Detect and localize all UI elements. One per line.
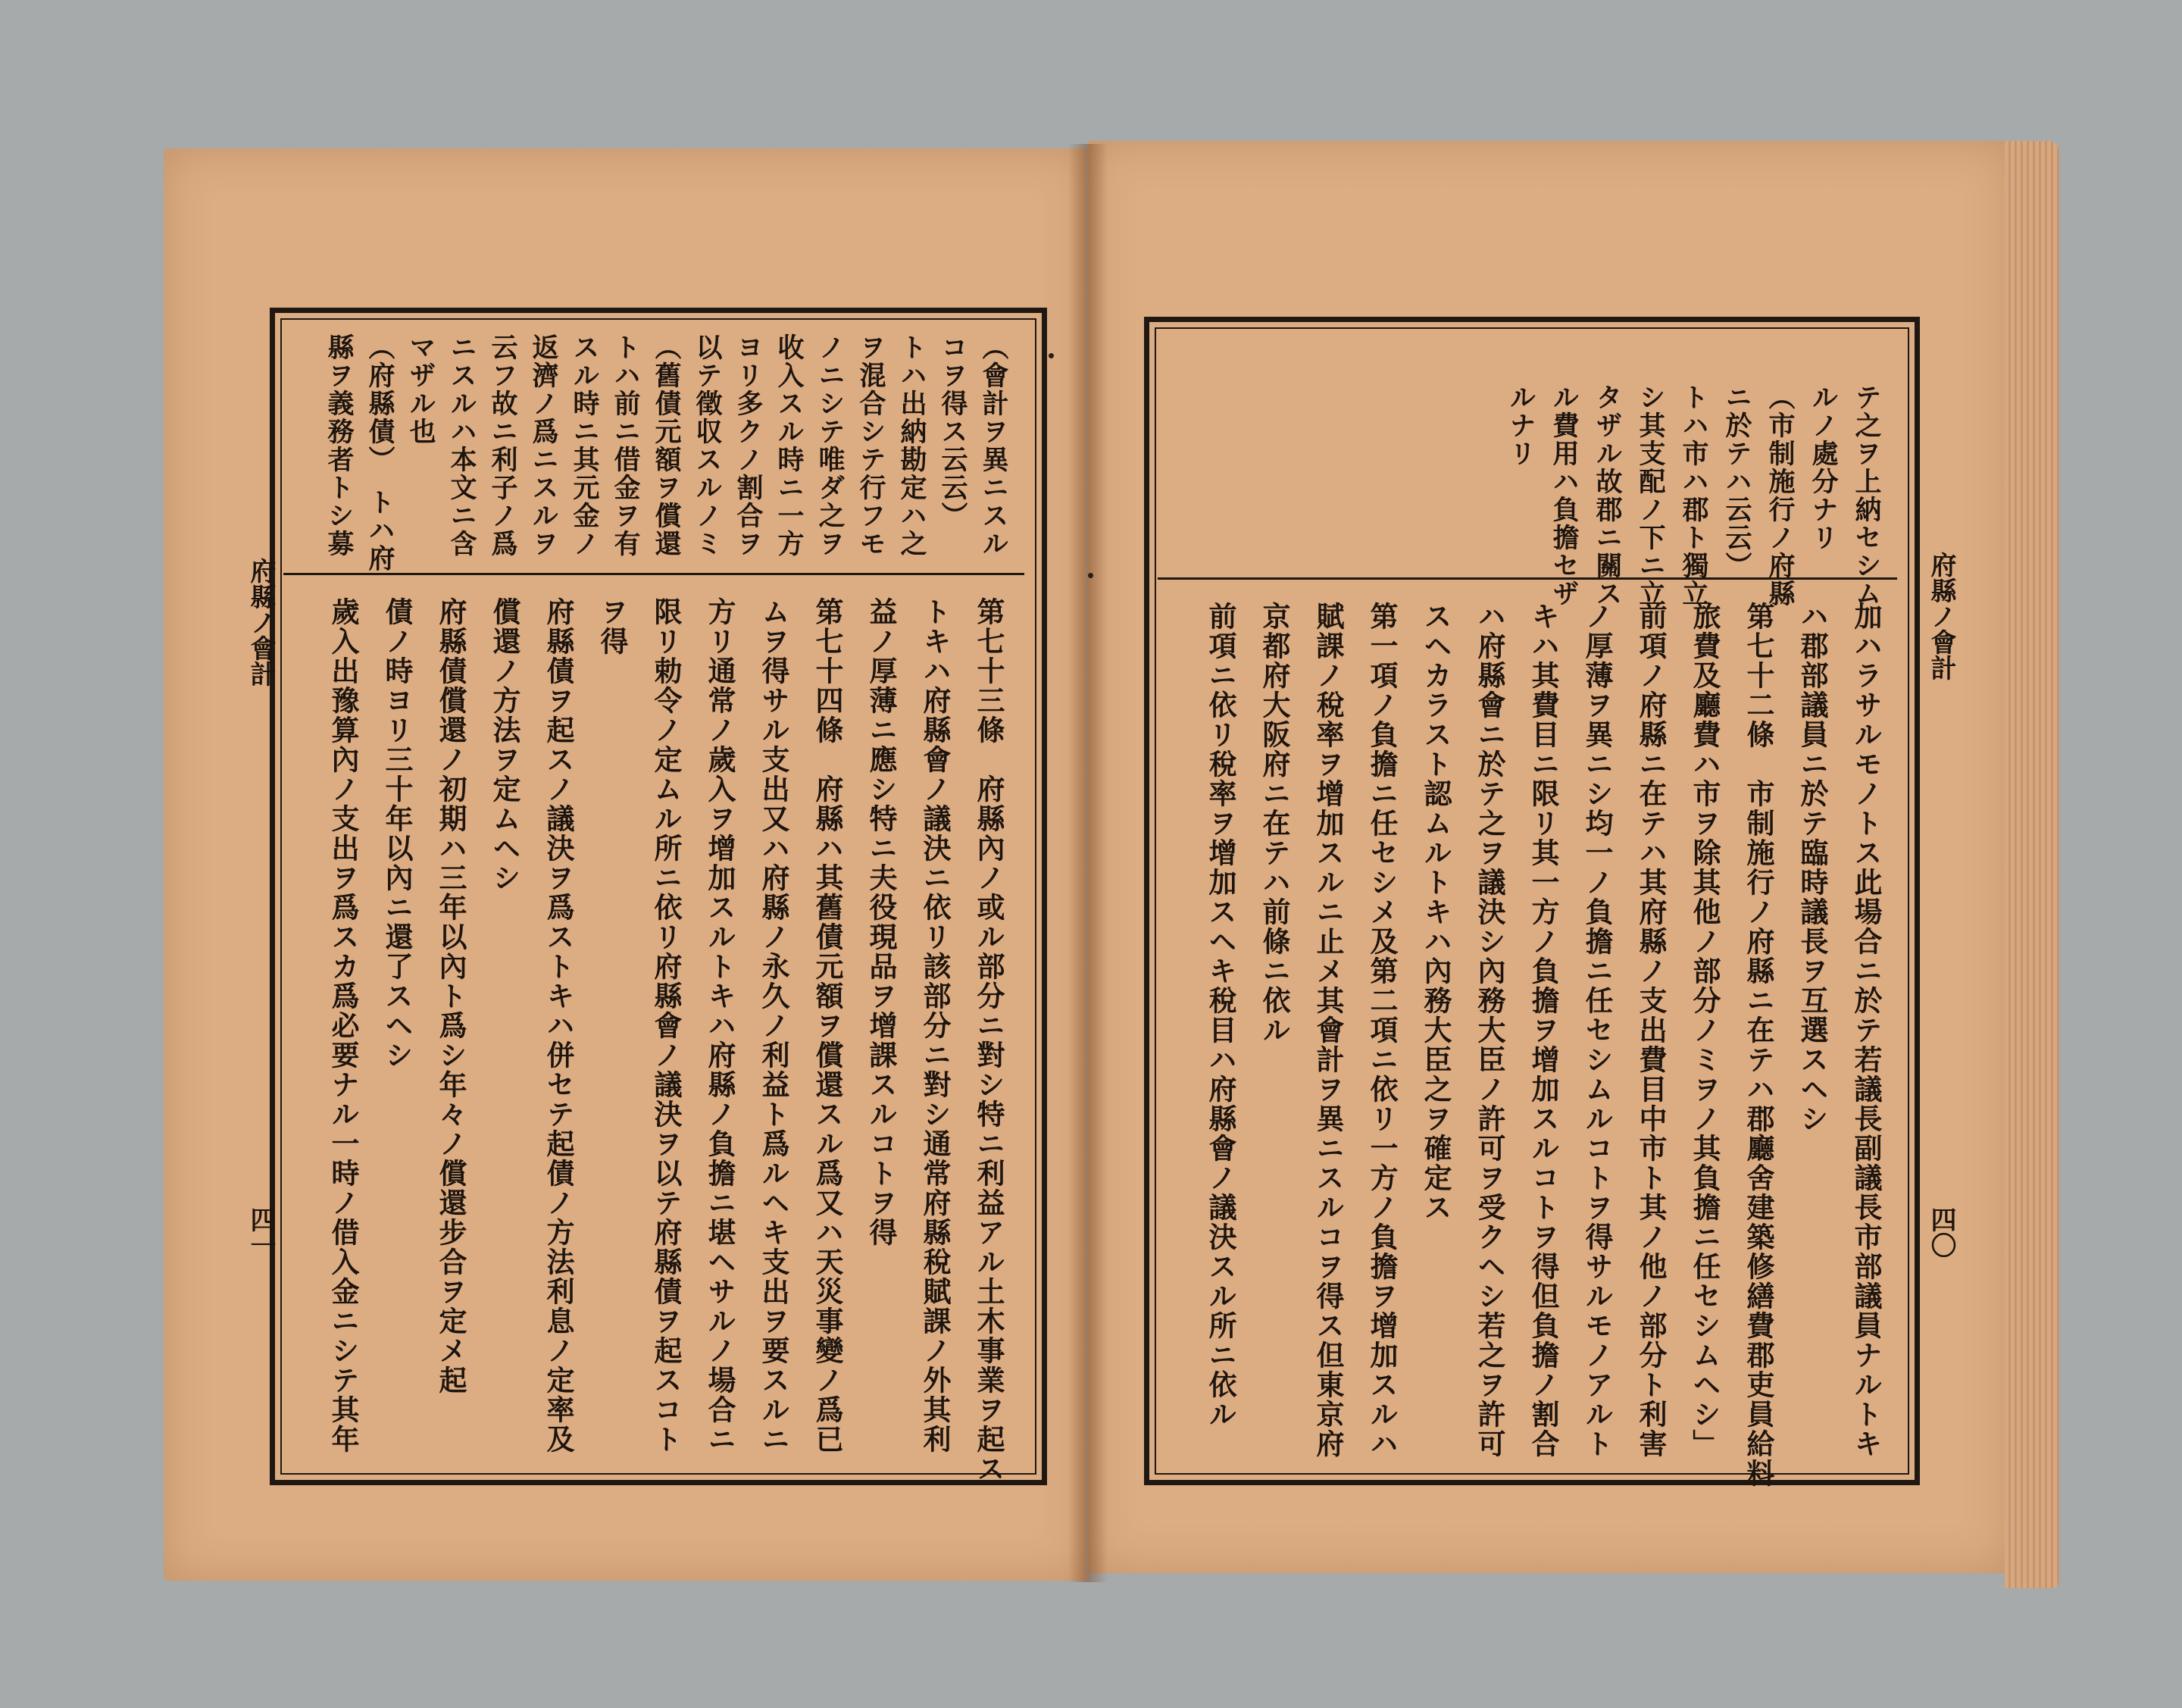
text-column: 第七十四條 府縣ハ其舊債元額ヲ償還スル爲又ハ天災事變ノ爲已 xyxy=(811,597,844,1454)
text-column: 以テ徵収スルノミ xyxy=(692,333,723,558)
text-column: シ其支配ノ下ニ立 xyxy=(1635,383,1666,608)
left-note-divider xyxy=(283,573,1024,575)
text-column: タザル故郡ニ關ス xyxy=(1592,383,1623,608)
left-header-title: 府縣ノ會計 xyxy=(245,558,276,687)
text-column: 前項ノ府縣ニ在テハ其府縣ノ支出費目中市ト其ノ他ノ部分ト利害 xyxy=(1634,602,1668,1459)
ink-dot xyxy=(1088,573,1093,578)
text-column: ニ於テハ云云） xyxy=(1721,383,1752,580)
text-column: 賦課ノ稅率ヲ增加スルニ止メ其會計ヲ異ニスルコヲ得ス但東京府 xyxy=(1311,602,1345,1459)
right-header-title: 府縣ノ會計 xyxy=(1926,552,1956,680)
text-column: コヲ得ス云云） xyxy=(937,333,968,530)
text-column: スル時ニ其元金ノ xyxy=(569,333,600,558)
text-column: 府縣債ヲ起スノ議決ヲ爲ストキハ併セテ起債ノ方法利息ノ定率及 xyxy=(542,597,575,1454)
text-column: 縣ヲ義務者トシ募 xyxy=(324,333,355,558)
text-column: 第七十三條 府縣內ノ或ル部分ニ對シ特ニ利益アル土木事業ヲ起ス xyxy=(972,597,1005,1484)
text-column: 歲入出豫算內ノ支出ヲ爲スカ爲必要ナル一時ノ借入金ニシテ其年 xyxy=(327,597,360,1454)
text-column: ニスルハ本文ニ含 xyxy=(446,333,477,558)
text-column: 第一項ノ負擔ニ任セシメ及第二項ニ依リ一方ノ負擔ヲ增加スルハ xyxy=(1365,602,1399,1459)
left-page-number: 四一 xyxy=(245,1206,276,1258)
text-column: 限リ勅令ノ定ムル所ニ依リ府縣會ノ議決ヲ以テ府縣債ヲ起スコト xyxy=(649,597,683,1454)
text-column: 收入スル時ニ一方 xyxy=(774,333,805,558)
text-column: スヘカラスト認ムルトキハ內務大臣之ヲ確定ス xyxy=(1419,602,1452,1222)
text-column: トハ市ハ郡ト獨立 xyxy=(1678,383,1709,608)
text-column: キハ其費目ニ限リ其一方ノ負擔ヲ增加スルコトヲ得但負擔ノ割合 xyxy=(1527,602,1560,1459)
book-gutter xyxy=(1068,144,1108,1582)
text-column: ムヲ得サル支出又ハ府縣ノ永久ノ利益ト爲ルヘキ支出ヲ要スルニ xyxy=(757,597,790,1454)
text-column: トハ出納勘定ハ之 xyxy=(896,333,927,558)
text-column: （市制施行ノ府縣 xyxy=(1765,383,1796,608)
text-column: （府縣債） トハ府 xyxy=(364,333,395,573)
text-column: （會計ヲ異ニスル xyxy=(978,333,1009,558)
text-column: ルナリ xyxy=(1505,383,1536,468)
text-column: 償還ノ方法ヲ定ムヘシ xyxy=(488,597,521,893)
page-edges xyxy=(2005,141,2059,1588)
text-column: ノニシテ唯ダ之ヲ xyxy=(814,333,846,558)
text-column: 前項ニ依リ稅率ヲ增加スヘキ稅目ハ府縣會ノ議決スル所ニ依ル xyxy=(1204,602,1237,1429)
text-column: 第七十二條 市制施行ノ府縣ニ在テハ郡廳舍建築修繕費郡吏員給料 xyxy=(1742,602,1775,1488)
text-column: テ之ヲ上納セシム xyxy=(1851,383,1882,608)
text-column: 京都府大阪府ニ在テハ前條ニ依ル xyxy=(1258,602,1291,1045)
right-page-number: 四〇 xyxy=(1926,1206,1956,1258)
text-column: ハ郡部議員ニ於テ臨時議長ヲ互選スヘシ xyxy=(1796,602,1829,1134)
text-column: ルノ處分ナリ xyxy=(1808,383,1839,552)
text-column: ハ府縣會ニ於テ之ヲ議決シ內務大臣ノ許可ヲ受クヘシ若之ヲ許可 xyxy=(1473,602,1506,1459)
text-column: 債ノ時ヨリ三十年以內ニ還了スヘシ xyxy=(380,597,414,1070)
text-column: トハ前ニ借金ヲ有 xyxy=(610,333,641,558)
text-column: 加ハラサルモノトス此場合ニ於テ若議長副議長市部議員ナルトキ xyxy=(1849,602,1883,1459)
text-column: ル費用ハ負擔セザ xyxy=(1549,383,1580,608)
text-column: 方リ通常ノ歲入ヲ增加スルトキハ府縣ノ負擔ニ堪ヘサルノ場合ニ xyxy=(703,597,736,1454)
text-column: 旅費及廳費ハ市ヲ除其他ノ部分ノミヲノ其負擔ニ任セシムヘシ」 xyxy=(1688,602,1721,1459)
text-column: ノ厚薄ヲ異ニシ均一ノ負擔ニ任セシムルコトヲ得サルモノアルト xyxy=(1580,602,1614,1459)
text-column: マザル也 xyxy=(405,333,436,446)
text-column: 益ノ厚薄ニ應シ特ニ夫役現品ヲ增課スルコトヲ得 xyxy=(864,597,898,1247)
text-column: トキハ府縣會ノ議決ニ依リ該部分ニ對シ通常府縣稅賦課ノ外其利 xyxy=(918,597,952,1454)
text-column: ヲ得 xyxy=(596,597,629,656)
text-column: 返濟ノ爲ニスルヲ xyxy=(528,333,559,558)
text-column: ヨリ多クノ割合ヲ xyxy=(733,333,764,558)
ink-dot xyxy=(1049,353,1054,358)
text-column: 府縣債償還ノ初期ハ三年以內ト爲シ年々ノ償還步合ヲ定メ起 xyxy=(434,597,467,1395)
text-column: 云フ故ニ利子ノ爲 xyxy=(487,333,518,558)
text-column: ヲ混合シテ行フモ xyxy=(855,333,886,558)
text-column: （舊債元額ヲ償還 xyxy=(651,333,682,558)
